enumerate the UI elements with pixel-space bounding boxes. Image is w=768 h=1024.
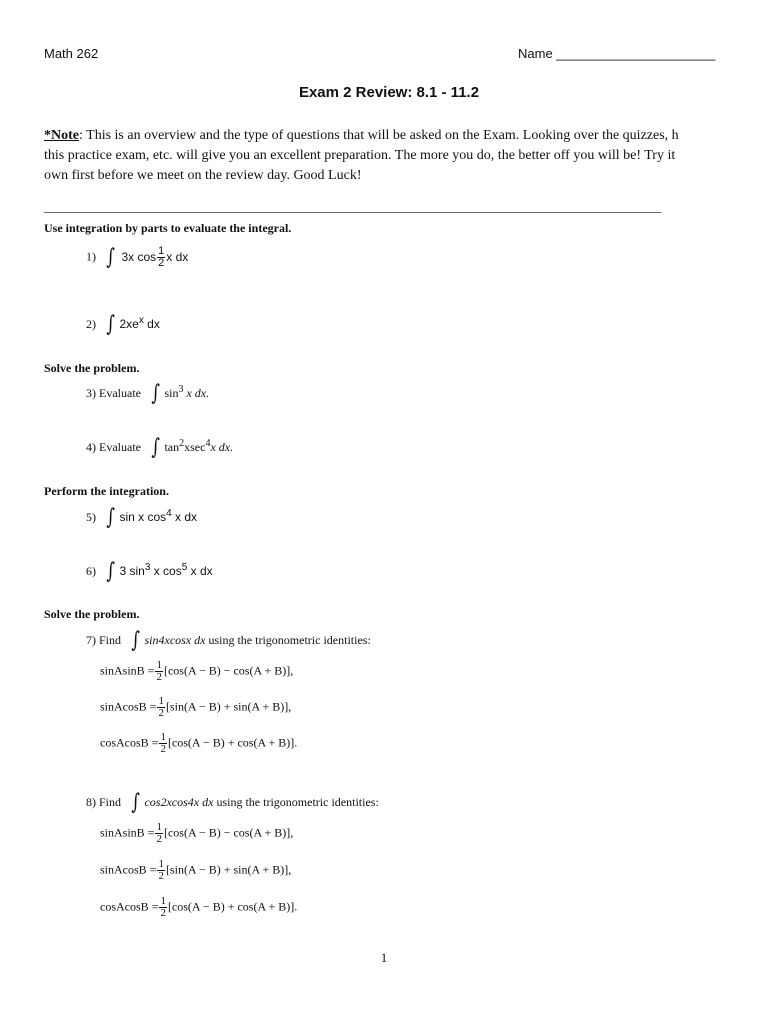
id-lhs: sinAcosB = [100, 862, 157, 877]
p4-sup1: 2 [179, 437, 185, 449]
integral-sign-icon: ∫ [106, 312, 116, 337]
problem-3 [86, 383, 209, 405]
fraction-half [159, 732, 167, 755]
problem-6 [86, 561, 213, 583]
p4-a: tan [164, 439, 180, 454]
problem-8-number: 8) Find [86, 794, 122, 809]
problem-8-tail: using the trigonometric identities: [216, 794, 379, 809]
problem-5-number: 5) [86, 509, 96, 524]
fraction-half [157, 696, 165, 719]
problem-7-integrand: sin4xcosx dx [144, 632, 206, 647]
fraction-half [159, 896, 167, 919]
identity-8-1 [100, 822, 293, 845]
problem-4-number: 4) Evaluate [86, 439, 141, 454]
course-label: Math 262 [44, 46, 99, 61]
section-heading-solve-1: Solve the problem. [44, 361, 140, 375]
frac-num: 1 [160, 731, 166, 743]
problem-4-integrand [164, 437, 234, 454]
p5-b: x dx [171, 509, 198, 524]
frac-num: 1 [158, 695, 164, 707]
problem-7-number: 7) Find [86, 632, 122, 647]
p3-a: sin [164, 385, 179, 400]
problem-4 [86, 437, 233, 459]
name-field-label: Name ______________________ [518, 46, 716, 61]
note-line-3: own first before we meet on the review day. Good Luck! [44, 168, 362, 183]
problem-2-integrand [119, 314, 160, 331]
p2-sup: x [138, 314, 144, 326]
problem-3-integrand [164, 383, 210, 400]
problem-7-tail: using the trigonometric identities: [208, 632, 371, 647]
problem-6-integrand [119, 561, 213, 578]
id-rhs: [sin(A − B) + sin(A + B)], [165, 699, 292, 714]
p2-b: dx [143, 316, 160, 331]
divider-rule: _______________________________________________________________________________________________ [44, 199, 662, 214]
problem-2 [86, 314, 160, 336]
fraction-half [155, 822, 163, 845]
p1-post: x dx [166, 249, 189, 264]
frac-den: 2 [156, 671, 162, 683]
id-lhs: sinAcosB = [100, 699, 157, 714]
problem-5-integrand [119, 507, 198, 524]
note-label: *Note [44, 128, 79, 143]
id-rhs: [cos(A − B) − cos(A + B)], [163, 663, 294, 678]
problem-8 [86, 792, 379, 814]
p5-sup: 4 [166, 507, 172, 519]
problem-1-integrand [121, 245, 189, 269]
p6-b: x cos [150, 563, 182, 578]
fraction-half [157, 859, 165, 882]
frac-den: 2 [160, 907, 166, 919]
p1-pre: 3x cos [121, 249, 157, 264]
note-line-2: this practice exam, etc. will give you an excellent preparation. The more you do, the better off you will be! Try it [44, 148, 676, 163]
p3-b: x dx. [183, 385, 210, 400]
page-number: 1 [380, 950, 388, 965]
problem-3-number: 3) Evaluate [86, 385, 141, 400]
identity-8-3 [100, 896, 297, 919]
frac-num: 1 [160, 895, 166, 907]
identity-8-2 [100, 859, 291, 882]
identity-7-3 [100, 732, 297, 755]
p5-a: sin x cos [119, 509, 167, 524]
integral-sign-icon: ∫ [106, 244, 116, 270]
section-heading-solve-2: Solve the problem. [44, 607, 140, 621]
problem-7 [86, 630, 371, 652]
p3-sup: 3 [178, 383, 184, 395]
p6-a: 3 sin [119, 563, 145, 578]
id-rhs: [cos(A − B) + cos(A + B)]. [167, 899, 298, 914]
identity-7-1 [100, 660, 293, 683]
page-title: Exam 2 Review: 8.1 - 11.2 [298, 84, 480, 101]
identity-7-2 [100, 696, 291, 719]
note-text-1: : This is an overview and the type of questions that will be asked on the Exam. Looking over the quizzes, h [79, 128, 679, 143]
frac-den: 2 [158, 870, 164, 882]
id-lhs: sinAsinB = [100, 825, 155, 840]
id-lhs: cosAcosB = [100, 735, 159, 750]
integral-sign-icon: ∫ [106, 505, 116, 530]
p6-sup2: 5 [181, 561, 188, 573]
frac-den: 2 [156, 833, 162, 845]
section-heading-integration: Perform the integration. [44, 484, 169, 498]
note-paragraph [44, 126, 768, 186]
problem-6-number: 6) [86, 563, 96, 578]
id-lhs: sinAsinB = [100, 663, 155, 678]
p6-sup1: 3 [144, 561, 151, 573]
integral-sign-icon: ∫ [151, 381, 161, 406]
frac-num: 1 [158, 858, 164, 870]
frac-num: 1 [158, 245, 165, 257]
id-lhs: cosAcosB = [100, 899, 159, 914]
integral-sign-icon: ∫ [151, 435, 161, 460]
integral-sign-icon: ∫ [131, 790, 141, 815]
frac-num: 1 [156, 659, 162, 671]
section-heading-parts: Use integration by parts to evaluate the integral. [44, 221, 292, 235]
problem-8-integrand: cos2xcos4x dx [144, 794, 214, 809]
problem-5 [86, 507, 197, 529]
p6-c: x dx [187, 563, 213, 578]
note-line-1 [44, 126, 768, 146]
frac-den: 2 [160, 743, 166, 755]
integral-sign-icon: ∫ [106, 559, 116, 584]
integral-sign-icon: ∫ [131, 628, 141, 653]
frac-den: 2 [158, 707, 164, 719]
frac-num: 1 [156, 821, 162, 833]
id-rhs: [cos(A − B) + cos(A + B)]. [167, 735, 298, 750]
p4-c: x dx. [210, 439, 234, 454]
fraction-half [157, 246, 165, 269]
problem-1-number: 1) [86, 249, 96, 264]
p4-sup2: 4 [205, 437, 211, 449]
problem-1 [86, 246, 188, 269]
id-rhs: [cos(A − B) − cos(A + B)], [163, 825, 294, 840]
p4-b: xsec [184, 439, 206, 454]
fraction-half [155, 660, 163, 683]
id-rhs: [sin(A − B) + sin(A + B)], [165, 862, 292, 877]
p2-a: 2xe [119, 316, 139, 331]
problem-2-number: 2) [86, 316, 96, 331]
frac-den: 2 [158, 257, 165, 269]
